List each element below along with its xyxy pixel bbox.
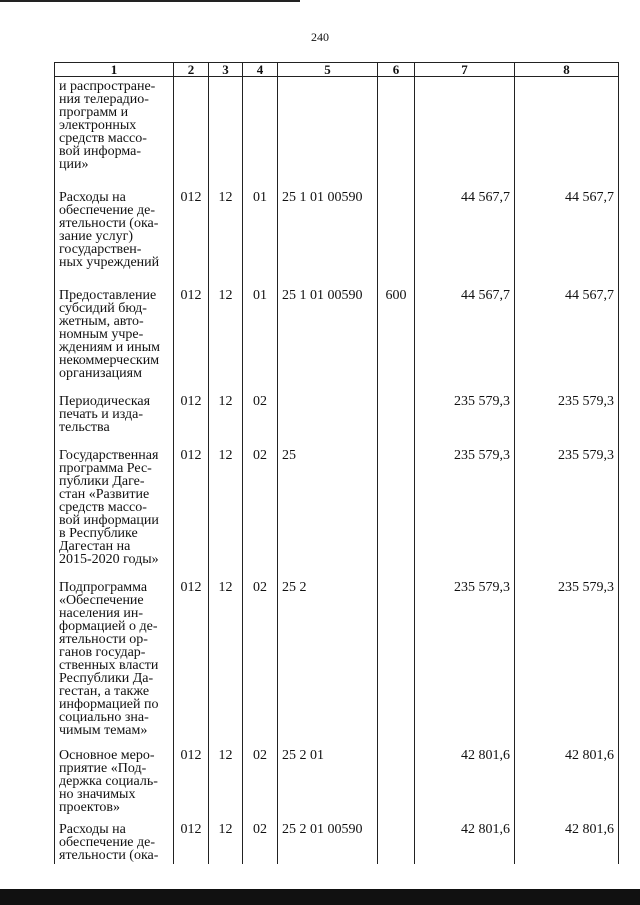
target-article-code: 25 2 01 00590 <box>278 820 378 864</box>
section-code: 12 <box>209 446 243 578</box>
top-rule <box>0 0 300 2</box>
subsection-code: 02 <box>243 392 278 446</box>
column-header: 2 <box>174 63 209 77</box>
row-name-cell <box>55 188 174 286</box>
table-row <box>55 446 619 578</box>
row-name: Основное меро- приятие «Под- держка социаль- но значимых проектов» <box>59 747 158 815</box>
expense-type-code <box>378 446 415 578</box>
subsection-code: 02 <box>243 746 278 820</box>
amount-col8: 42 801,6 <box>515 820 619 864</box>
amount-col7: 235 579,3 <box>415 446 515 578</box>
target-article-code: 25 1 01 00590 <box>278 188 378 286</box>
subsection-code: 02 <box>243 578 278 746</box>
amount-col7: 44 567,7 <box>415 286 515 392</box>
expense-type-code <box>378 392 415 446</box>
amount-col8 <box>515 77 619 188</box>
expense-type-code <box>378 820 415 864</box>
column-header: 8 <box>515 63 619 77</box>
chapter-code: 012 <box>174 820 209 864</box>
amount-col8: 44 567,7 <box>515 188 619 286</box>
row-name: Периодическая печать и изда- тельства <box>59 393 151 435</box>
section-code: 12 <box>209 820 243 864</box>
target-article-code: 25 <box>278 446 378 578</box>
chapter-code: 012 <box>174 286 209 392</box>
expense-type-code <box>378 578 415 746</box>
subsection-code: 01 <box>243 188 278 286</box>
subsection-code <box>243 77 278 188</box>
amount-col7: 42 801,6 <box>415 746 515 820</box>
table-row <box>55 392 619 446</box>
row-name-cell <box>55 746 174 820</box>
table-row <box>55 77 619 188</box>
row-name-cell <box>55 578 174 746</box>
chapter-code: 012 <box>174 446 209 578</box>
chapter-code: 012 <box>174 188 209 286</box>
subsection-code: 02 <box>243 446 278 578</box>
table-row <box>55 578 619 746</box>
row-name: Предоставление субсидий бюд- жетным, авто- номным учре- ждениям и иным некоммерческим организациям <box>59 287 161 381</box>
chapter-code: 012 <box>174 578 209 746</box>
row-name-cell <box>55 286 174 392</box>
amount-col8: 42 801,6 <box>515 746 619 820</box>
expense-type-code <box>378 77 415 188</box>
target-article-code: 25 2 <box>278 578 378 746</box>
budget-table <box>54 62 619 864</box>
row-name-cell <box>55 77 174 188</box>
row-name-cell <box>55 446 174 578</box>
chapter-code: 012 <box>174 392 209 446</box>
column-header: 6 <box>378 63 415 77</box>
amount-col8: 235 579,3 <box>515 446 619 578</box>
target-article-code <box>278 77 378 188</box>
expense-type-code <box>378 746 415 820</box>
page-number: 240 <box>311 30 329 44</box>
expense-type-code <box>378 188 415 286</box>
row-name: Подпрограмма «Обеспечение населения ин- формацией о де- ятельности ор- ганов государ- ственных власти Республики Да- гестан, а также информацией по социально зна- чимым темам» <box>59 579 159 738</box>
table-header-row <box>55 63 619 77</box>
section-code: 12 <box>209 578 243 746</box>
table-row <box>55 286 619 392</box>
target-article-code <box>278 392 378 446</box>
scan-bottom-bar <box>0 889 640 905</box>
table-row <box>55 746 619 820</box>
subsection-code: 01 <box>243 286 278 392</box>
column-header: 4 <box>243 63 278 77</box>
amount-col8: 235 579,3 <box>515 392 619 446</box>
amount-col8: 44 567,7 <box>515 286 619 392</box>
amount-col8: 235 579,3 <box>515 578 619 746</box>
section-code: 12 <box>209 286 243 392</box>
row-name: Расходы на обеспечение де- ятельности (ока- <box>59 821 159 863</box>
target-article-code: 25 1 01 00590 <box>278 286 378 392</box>
column-header: 7 <box>415 63 515 77</box>
amount-col7: 44 567,7 <box>415 188 515 286</box>
section-code: 12 <box>209 392 243 446</box>
row-name-cell <box>55 820 174 864</box>
target-article-code: 25 2 01 <box>278 746 378 820</box>
table-row <box>55 820 619 864</box>
section-code <box>209 77 243 188</box>
expense-type-code: 600 <box>378 286 415 392</box>
amount-col7 <box>415 77 515 188</box>
table-row <box>55 188 619 286</box>
subsection-code: 02 <box>243 820 278 864</box>
row-name-cell <box>55 392 174 446</box>
column-header: 1 <box>55 63 174 77</box>
amount-col7: 235 579,3 <box>415 392 515 446</box>
column-header: 3 <box>209 63 243 77</box>
row-name: и распростране- ния телерадио- программ и электронных средств массо- вой информа- ции» <box>59 79 156 172</box>
amount-col7: 42 801,6 <box>415 820 515 864</box>
section-code: 12 <box>209 188 243 286</box>
column-header: 5 <box>278 63 378 77</box>
row-name: Расходы на обеспечение де- ятельности (ока- зание услуг) государствен- ных учреждений <box>59 189 160 270</box>
chapter-code <box>174 77 209 188</box>
section-code: 12 <box>209 746 243 820</box>
row-name: Государственная программа Рес- публики Даге- стан «Развитие средств массо- вой информации в Республике Дагестан на 2015-2020 годы» <box>59 447 159 567</box>
amount-col7: 235 579,3 <box>415 578 515 746</box>
chapter-code: 012 <box>174 746 209 820</box>
